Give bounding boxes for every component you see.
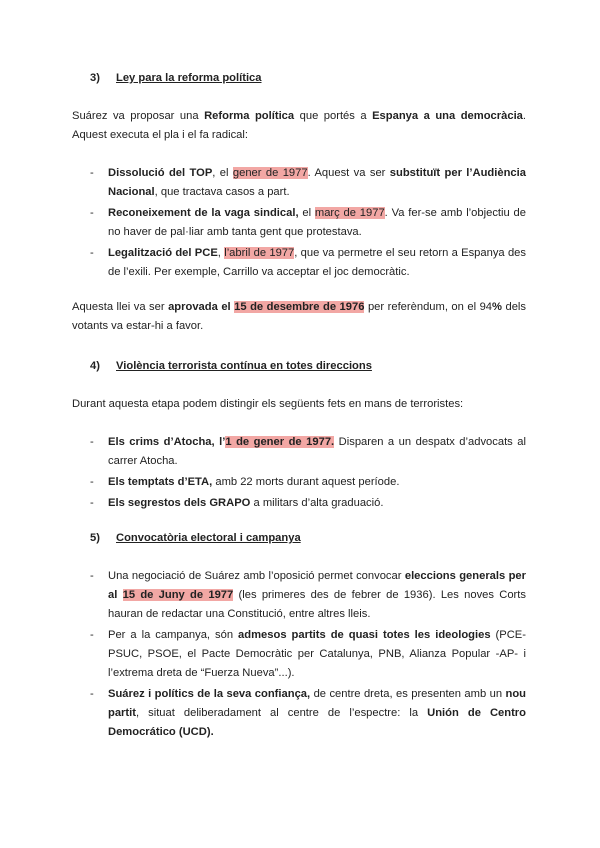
bullet-dash: - xyxy=(90,207,94,219)
section-title: Violència terrorista contínua en totes direccions xyxy=(116,360,372,372)
text: . Aquest executa el pla i el fa radical: xyxy=(72,110,527,141)
section-number: 4) xyxy=(90,360,100,372)
section-5-list xyxy=(90,567,526,744)
text: per referèndum, on el 94 xyxy=(364,301,493,313)
list-item xyxy=(90,685,526,742)
text: Per a la campanya, són xyxy=(108,629,239,641)
bold-text: Els crims d’Atocha, l’ xyxy=(108,436,226,448)
section-3-list xyxy=(90,164,526,284)
text: (PCE-PSUC, PSOE, el Pacte Democràtic per Catalunya, PNB, Alianza Popular -AP- i l’extrema dreta de “Fuerza Nueva”...). xyxy=(108,629,526,679)
bullet-dash: - xyxy=(90,167,94,179)
highlighted-date: 15 de Juny de 1977 xyxy=(122,589,234,601)
bullet-dash: - xyxy=(90,436,94,448)
bold-text: Els segrestos dels GRAPO xyxy=(108,497,251,509)
text: Una negociació de Suárez amb l’oposició permet convocar xyxy=(108,570,405,582)
text: Disparen a un despatx d’advocats al carrer Atocha. xyxy=(108,436,526,467)
section-4-list xyxy=(90,433,526,515)
text: el xyxy=(298,207,315,219)
section-3-intro xyxy=(72,107,526,145)
bold-text: % xyxy=(492,301,502,313)
section-4-heading xyxy=(90,357,372,376)
section-title: Ley para la reforma política xyxy=(116,72,262,84)
highlighted-date: 1 de gener de 1977. xyxy=(225,436,335,448)
text: a militars d’alta graduació. xyxy=(250,497,384,509)
highlighted-date: 15 de desembre de 1976 xyxy=(234,301,365,313)
text: , que tractava casos a part. xyxy=(154,186,290,198)
text: (les primeres des de febrer de 1936). Les noves Corts hauran de redactar una Constitució, entre altres lleis. xyxy=(108,589,526,620)
bullet-dash: - xyxy=(90,497,94,509)
list-item xyxy=(90,204,526,242)
text: Aquesta llei va ser xyxy=(72,301,169,313)
text: . Va fer-se amb l’objectiu de no haver de pal·liar amb tanta gent que protestava. xyxy=(108,207,526,238)
bold-text: Els temptats d’ETA, xyxy=(108,476,213,488)
section-title: Convocatòria electoral i campanya xyxy=(116,532,301,544)
section-number: 5) xyxy=(90,532,100,544)
section-number: 3) xyxy=(90,72,100,84)
list-item xyxy=(90,567,526,624)
list-item xyxy=(90,473,526,492)
bold-text: Suárez i polítics de la seva confiança, xyxy=(108,688,311,700)
bold-text: Unión de Centro Democrático (UCD). xyxy=(108,707,526,738)
list-item xyxy=(90,626,526,683)
bold-text: substituït per l’Audiència Nacional xyxy=(108,167,526,198)
text: , xyxy=(217,247,225,259)
bold-text: Dissolució del TOP xyxy=(108,167,213,179)
bold-text: nou partit xyxy=(108,688,527,719)
bullet-dash: - xyxy=(90,476,94,488)
bold-text: Reforma política xyxy=(204,110,295,122)
bullet-dash: - xyxy=(90,247,94,259)
highlighted-date: l’abril de 1977 xyxy=(224,247,295,259)
text: amb 22 morts durant aquest període. xyxy=(212,476,400,488)
section-5-heading xyxy=(90,529,301,548)
text: dels votants va estar-hi a favor. xyxy=(72,301,527,332)
bold-text: eleccions generals per al xyxy=(108,570,526,601)
text: de centre dreta, es presenten amb un xyxy=(310,688,506,700)
section-4-intro: Durant aquesta etapa podem distingir els següents fets en mans de terroristes: xyxy=(72,398,464,410)
highlighted-date: març de 1977 xyxy=(314,207,385,219)
bold-text: aprovada el xyxy=(168,301,235,313)
bullet-dash: - xyxy=(90,629,94,641)
bold-text: Legalització del PCE xyxy=(108,247,218,259)
bold-text: Reconeixement de la vaga sindical, xyxy=(108,207,299,219)
list-item xyxy=(90,494,526,513)
bullet-dash: - xyxy=(90,570,94,582)
text: . Aquest va ser xyxy=(307,167,390,179)
highlighted-date: gener de 1977 xyxy=(232,167,308,179)
section-3-outro xyxy=(72,298,526,336)
text: , que va permetre el seu retorn a Espanya des de l’exili. Per exemple, Carrillo va acceptar el joc democràtic. xyxy=(108,247,526,278)
bold-text: Espanya a una democràcia xyxy=(372,110,523,122)
bullet-dash: - xyxy=(90,688,94,700)
text: Suárez va proposar una xyxy=(72,110,205,122)
list-item xyxy=(90,244,526,282)
list-item xyxy=(90,433,526,471)
text: , el xyxy=(212,167,233,179)
text: , situat deliberadament al centre de l’espectre: la xyxy=(135,707,428,719)
bold-text: admesos partits de quasi totes les ideologies xyxy=(238,629,491,641)
text: que portés a xyxy=(294,110,373,122)
list-item xyxy=(90,164,526,202)
section-3-heading xyxy=(90,69,262,88)
